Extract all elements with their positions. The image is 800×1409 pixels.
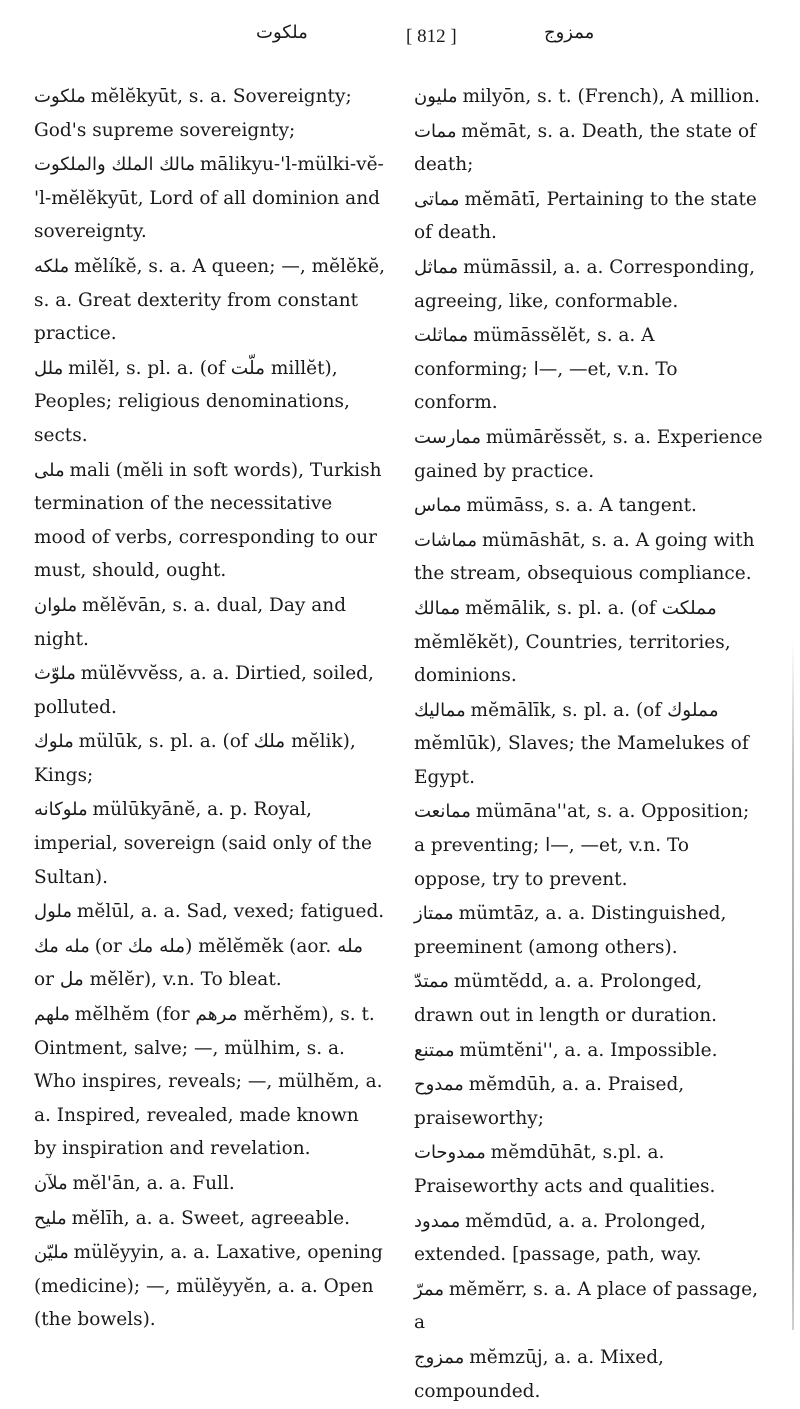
arabic-headword: ممالیك (414, 699, 466, 721)
dictionary-entry (414, 421, 766, 488)
arabic-headword: ملوان (34, 594, 78, 616)
arabic-headword: ممتدّ (414, 971, 449, 993)
page-header (34, 18, 766, 58)
entry-definition: mümāss, s. a. A tangent. (466, 495, 697, 517)
entry-definition: mĕl'ān, a. a. Full. (72, 1173, 235, 1194)
dictionary-entry (34, 454, 386, 588)
arabic-headword: مليون (414, 86, 458, 107)
dictionary-entry (34, 352, 386, 453)
dictionary-entry (34, 725, 386, 792)
entry-definition: mĕmālik, s. pl. a. (of مملكت mĕmlĕkĕt), Countries, territories, dominions. (414, 597, 731, 687)
dictionary-entry (34, 589, 386, 656)
arabic-headword: مماشات (414, 529, 478, 551)
dictionary-entry (34, 657, 386, 724)
arabic-headword: ملآن (34, 1173, 68, 1194)
entry-definition: mümāssĕlĕt, s. a. A conforming; ا—, —et, v.n. To conform. (414, 325, 678, 414)
dictionary-entry (34, 1236, 386, 1337)
left-column (34, 80, 386, 1409)
page-edge-shadow (792, 640, 794, 1330)
dictionary-entry (414, 1136, 766, 1203)
dictionary-entry (34, 895, 386, 929)
arabic-headword: ممدوح (414, 1074, 464, 1096)
dictionary-entry (414, 115, 766, 182)
dictionary-entry (414, 1068, 766, 1135)
arabic-headword: ممانعت (414, 801, 471, 823)
entry-definition: mĕmzūj, a. a. Mixed, compounded. (414, 1346, 664, 1402)
arabic-headword: ممتاز (414, 903, 454, 925)
entry-definition: mümtāz, a. a. Distinguished, preeminent (among others). (414, 903, 727, 958)
dictionary-entry (414, 524, 766, 591)
entry-definition: mülĕyyin, a. a. Laxative, opening (medicine); —, mülĕyyĕn, a. a. Open (the bowels). (34, 1242, 383, 1331)
page-number: [ 812 ] (406, 26, 457, 47)
entry-definition: mĕmāt, s. a. Death, the state of death; (414, 120, 756, 176)
dictionary-entry (414, 319, 766, 420)
dictionary-entry (414, 1205, 766, 1272)
entry-definition: mümāna''at, s. a. Opposition; a preventing; ا—, —et, v.n. To oppose, try to prevent. (414, 801, 750, 890)
dictionary-entry (34, 148, 386, 249)
arabic-headword: مماثلت (414, 325, 469, 347)
entry-definition: mümtĕni'', a. a. Impossible. (459, 1039, 718, 1061)
dictionary-entry (414, 80, 766, 114)
entry-definition: mali (mĕli in soft words), Turkish termination of the necessitative mood of verbs, corresponding to our must, should, ought. (34, 459, 382, 582)
arabic-headword: ملوّث (34, 663, 76, 685)
dictionary-entry (34, 793, 386, 894)
dictionary-entry (414, 694, 766, 795)
arabic-headword: ممارست (414, 426, 481, 448)
entry-definition: (or مله مك) mĕlĕmĕk (aor. مله or مل mĕlĕr), v.n. To bleat. (34, 935, 364, 991)
entry-definition: milĕl, s. pl. a. (of ملّت millĕt), Peoples; religious denominations, sects. (34, 357, 350, 446)
arabic-headword: ملى (34, 459, 65, 481)
arabic-headword: ممالك (414, 597, 461, 619)
dictionary-entry (414, 251, 766, 318)
arabic-headword: ملل (34, 357, 64, 379)
arabic-headword: مماتى (414, 188, 460, 210)
arabic-headword: ملهم (34, 1004, 70, 1026)
dictionary-entry (34, 250, 386, 351)
entry-definition: mĕlīh, a. a. Sweet, agreeable. (71, 1207, 350, 1229)
entry-definition: mümāssil, a. a. Corresponding, agreeing, like, conformable. (414, 256, 756, 312)
dictionary-entry (414, 183, 766, 250)
entry-definition: mĕlūl, a. a. Sad, vexed; fatigued. (76, 901, 385, 923)
entry-definition: mĕlĕvān, s. a. dual, Day and night. (34, 594, 347, 650)
two-column-body (34, 80, 766, 1409)
entry-definition: mĕmātī, Pertaining to the state of death. (414, 188, 757, 244)
arabic-headword: مالك الملك والملكوت (34, 154, 195, 176)
entry-definition: mĕmdūhāt, s.pl. a. Praiseworthy acts and qualities. (414, 1142, 716, 1197)
entry-definition: mülūk, s. pl. a. (of ملك mĕlik), Kings; (34, 731, 356, 786)
dictionary-entry (414, 965, 766, 1032)
entry-definition: mĕlĕkyūt, s. a. Sovereignty; God's supreme sovereignty; (34, 86, 352, 141)
arabic-headword: ملكوت (34, 86, 86, 107)
entry-definition: mĕmdūd, a. a. Prolonged, extended. [passage, path, way. (414, 1210, 707, 1266)
entry-definition: mümtĕdd, a. a. Prolonged, drawn out in length or duration. (414, 971, 718, 1027)
dictionary-entry (34, 80, 386, 147)
dictionary-entry (414, 1341, 766, 1408)
entry-definition: mĕmālīk, s. pl. a. (of مملوك mĕmlūk), Slaves; the Mamelukes of Egypt. (414, 699, 749, 788)
dictionary-entry (34, 998, 386, 1166)
entry-definition: mümāshāt, s. a. A going with the stream, obsequious compliance. (414, 529, 755, 585)
entry-definition: mĕlíkĕ, s. a. A queen; —, mĕlĕkĕ, s. a. Great dexterity from constant practice. (34, 255, 385, 345)
entry-definition: mĕlhĕm (for مرهم mĕrhĕm), s. t. Ointment, salve; —, mülhim, s. a. Who inspires, reveals; —, mülhĕm, a. a. Inspired, revealed, made known by inspiration and revelation. (34, 1004, 383, 1160)
arabic-headword: ممدوحات (414, 1142, 486, 1164)
arabic-headword: ملوك (34, 731, 74, 753)
entry-definition: mĕmdūh, a. a. Praised, praiseworthy; (414, 1074, 685, 1129)
entry-definition: mĕmĕrr, s. a. A place of passage, a (414, 1278, 758, 1334)
dictionary-entry (414, 489, 766, 523)
header-right-catchword: ممزوج (544, 22, 595, 43)
dictionary-entry (414, 897, 766, 964)
arabic-headword: مماس (414, 495, 462, 517)
dictionary-entry (414, 795, 766, 896)
entry-definition: mālikyu-'l-mülki-vĕ-'l-mĕlĕkyūt, Lord of all dominion and sovereignty. (34, 154, 384, 243)
right-column (414, 80, 766, 1409)
dictionary-entry (34, 1167, 386, 1201)
arabic-headword: مماثل (414, 256, 459, 278)
entry-definition: mümārĕssĕt, s. a. Experience gained by practice. (414, 426, 763, 482)
dictionary-entry (34, 1202, 386, 1236)
arabic-headword: ممتنع (414, 1039, 455, 1061)
entry-definition: mülĕvvĕss, a. a. Dirtied, soiled, polluted. (34, 663, 374, 718)
arabic-headword: ملوكانه (34, 799, 88, 821)
arabic-headword: ممرّ (414, 1278, 444, 1300)
arabic-headword: مله مك (34, 935, 90, 957)
header-left-catchword: ملكوت (256, 22, 308, 43)
entry-definition: milyōn, s. t. (French), A million. (462, 86, 760, 107)
arabic-headword: ممدود (414, 1210, 461, 1232)
arabic-headword: مليّن (34, 1242, 69, 1264)
arabic-headword: ممزوج (414, 1346, 465, 1368)
dictionary-entry (34, 930, 386, 997)
dictionary-entry (414, 592, 766, 693)
entry-definition: mülūkyānĕ, a. p. Royal, imperial, sovereign (said only of the Sultan). (34, 799, 372, 888)
dictionary-entry (414, 1034, 766, 1068)
arabic-headword: ملول (34, 901, 72, 923)
arabic-headword: ممات (414, 120, 457, 142)
arabic-headword: ملكه (34, 255, 70, 277)
arabic-headword: مليح (34, 1207, 67, 1229)
